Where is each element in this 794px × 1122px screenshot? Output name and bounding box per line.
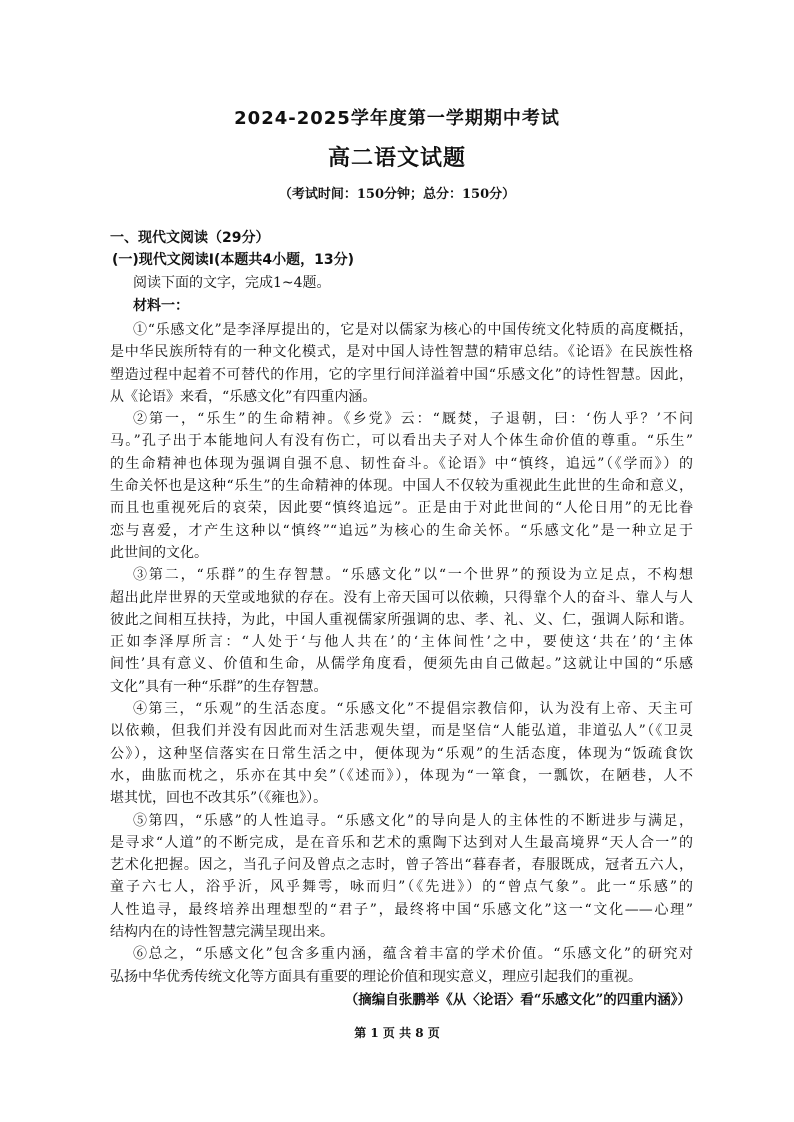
paragraph-3-line: 超出此岸世界的天堂或地狱的存在。没有上帝天国可以依赖，只得靠个人的奋斗、靠人与人 [110,589,693,606]
paragraph-4-line: 堪其忧，回也不改其乐”（《雍也》）。 [110,790,328,807]
paragraph-3-line: ③第二，“乐群”的生存智慧。“乐感文化”以“一个世界”的预设为立足点，不构想 [133,567,693,584]
paragraph-2-line: 此世间的文化。 [110,544,208,561]
page-indicator: 第 1 页 共 8 页 [354,1026,440,1040]
paragraph-2-line: 的生命精神也体现为强调自强不息、韧性奋斗。《论语》中“慎终，追远”（《学而》）的 [110,455,693,472]
paragraph-2-line: 马。”孔子出于本能地问人有没有伤亡，可以看出夫子对人个体生命价值的尊重。“乐生” [110,433,693,450]
paragraph-1-line: ①“乐感文化”是李泽厚提出的，它是对以儒家为核心的中国传统文化特质的高度概括， [133,322,693,338]
section-heading: 一、现代文阅读（29分） [110,230,270,246]
paragraph-5-line: 结构内在的诗性智慧完满呈现出来。 [110,924,334,941]
paragraph-6-line: ⑥总之，“乐感文化”包含多重内涵，蕴含着丰富的学术价值。“乐感文化”的研究对 [133,946,693,963]
exam-title: 2024-2025学年度第一学期期中考试 [234,108,560,129]
instruction-text: 阅读下面的文字，完成1~4题。 [133,275,331,291]
paragraph-1-line: 塑造过程中起着不可替代的作用，它的字里行间洋溢着中国“乐感文化”的诗性智慧。因此， [110,366,693,383]
paragraph-3-line: 间性’具有意义、价值和生命，从儒学角度看，便须先由自己做起。”这就让中国的“乐感 [110,656,693,673]
paragraph-4-line: 水，曲肱而枕之，乐亦在其中矣”（《述而》），体现为“一箪食，一瓢饮，在陋巷，人不 [110,767,693,784]
paragraph-2-line: 生命关怀也是这种“乐生”的生命精神的体现。中国人不仅较为重视此生此世的生命和意义， [110,478,693,495]
paragraph-1-line: 是中华民族所特有的一种文化模式，是对中国人诗性智慧的精审总结。《论语》在民族性格 [110,344,693,361]
exam-info: （考试时间：150分钟；总分：150分） [278,187,516,202]
paragraph-2-line: ②第一，“乐生”的生命精神。《乡党》云：“厩焚，子退朝，曰：‘伤人乎？’不问 [133,411,693,428]
subsection-heading: (一)现代文阅读Ⅰ(本题共4小题，13分) [112,252,355,268]
source-citation: （摘编自张鹏举《从〈论语〉看“乐感文化”的四重内涵》） [344,992,691,1008]
paragraph-4-line: 以依赖，但我们并没有因此而对生活悲观失望，而是坚信“人能弘道，非道弘人”（《卫灵 [110,723,693,740]
paragraph-5-line: 艺术化把握。因之，当孔子问及曾点之志时，曾子答出“暮春者，春服既成，冠者五六人， [110,857,693,874]
paragraph-5-line: 是寻求“人道”的不断完成，是在音乐和艺术的熏陶下达到对人生最高境界“天人合一”的 [110,834,693,851]
paragraph-5-line: ⑤第四，“乐感”的人性追寻。“乐感文化”的导向是人的主体性的不断进步与满足， [133,812,693,829]
paragraph-5-line: 童子六七人，浴乎沂，风乎舞雩，咏而归”（《先进》）的“曾点气象”。此一“乐感”的 [110,879,693,896]
paragraph-3-line: 文化”具有一种“乐群”的生存智慧。 [110,678,328,695]
material-label: 材料一： [133,298,189,314]
paragraph-2-line: 而且也重视死后的哀荣，因此要“慎终追远”。正是由于对此世间的“人伦日用”的无比眷 [110,500,693,517]
material-body [110,319,693,988]
paragraph-3-line: 正如李泽厚所言：“人处于‘与他人共在’的‘主体间性’之中，要使这‘共在’的‘主体 [110,634,693,651]
paragraph-3-line: 彼此之间相互扶持，为此，中国人重视儒家所强调的忠、孝、礼、义、仁，强调人际和谐。 [110,611,693,628]
paragraph-5-line: 人性追寻，最终培养出理想型的“君子”，最终将中国“乐感文化”这一“文化——心理” [110,901,693,918]
paragraph-6-line: 弘扬中华优秀传统文化等方面具有重要的理论价值和现实意义，理应引起我们的重视。 [110,968,642,985]
paragraph-4-line: ④第三，“乐观”的生活态度。“乐感文化”不提倡宗教信仰，认为没有上帝、天主可 [133,701,693,718]
paper-title: 高二语文试题 [327,146,466,171]
paragraph-1-line: 从《论语》来看，“乐感文化”有四重内涵。 [110,388,377,405]
paragraph-2-line: 恋与喜爱，才产生这种以“慎终”“追远”为核心的生命关怀。“乐感文化”是一种立足于 [110,522,693,539]
paragraph-4-line: 公》），这种坚信落实在日常生活之中，便体现为“乐观”的生活态度，体现为“饭疏食饮 [110,745,693,762]
